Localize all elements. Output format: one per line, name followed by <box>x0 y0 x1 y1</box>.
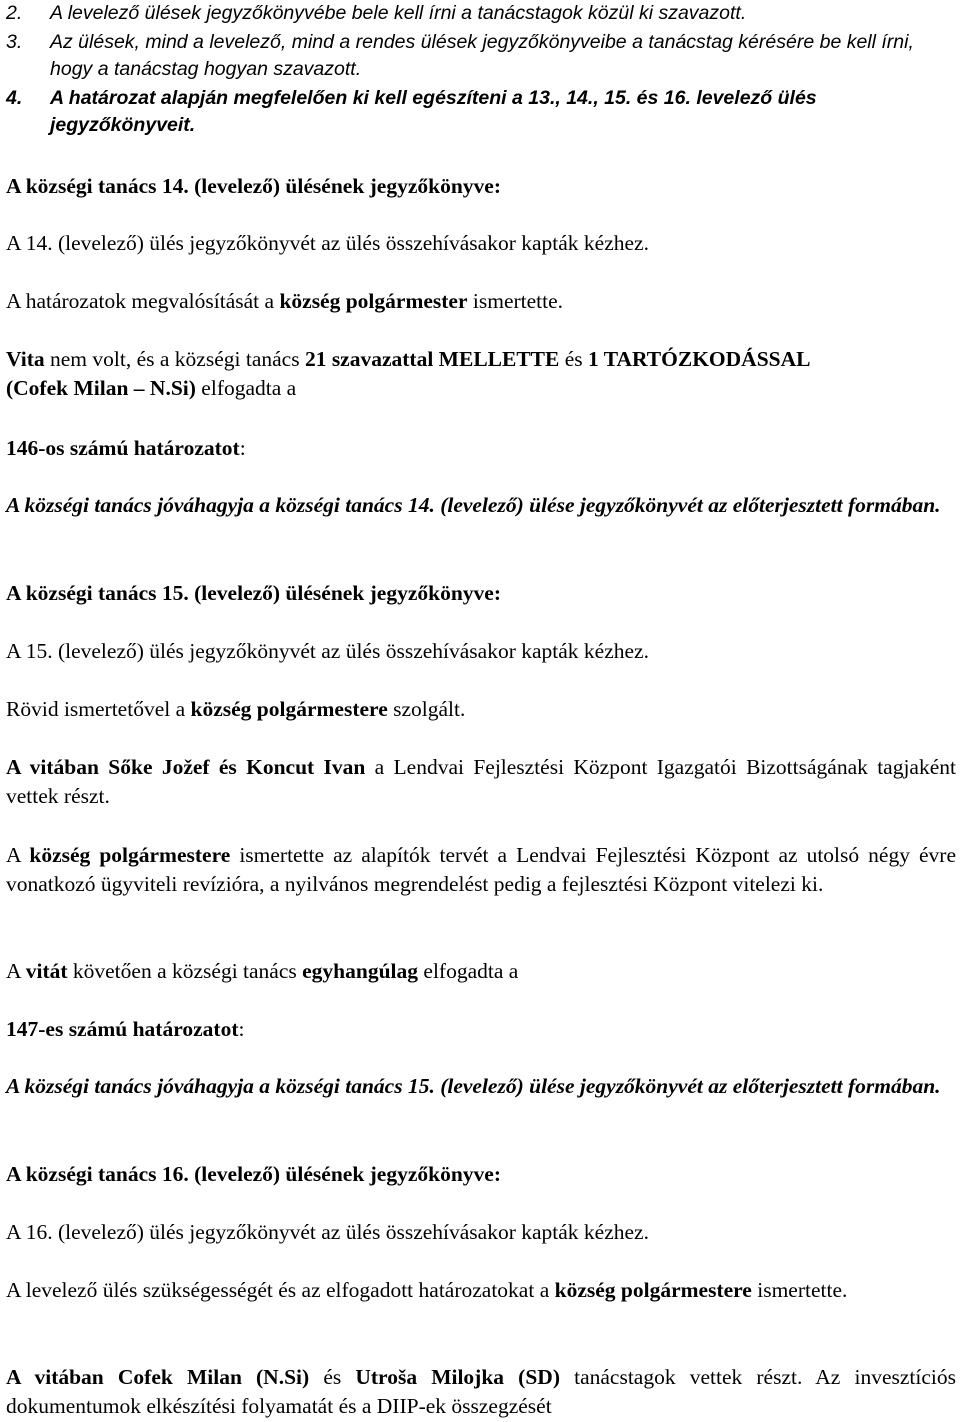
paragraph: A határozatok megvalósítását a község polgármester ismertette. <box>6 289 564 313</box>
list-number: 4. <box>6 87 23 109</box>
list-number: 3. <box>6 31 23 53</box>
paragraph: A vitában Cofek Milan (N.Si) és Utroša Milojka (SD) tanácstagok vettek részt. Az invesztíciós dokumentumok elkészítési folyamatát és a DIIP-ek összegzését <box>6 1365 956 1418</box>
paragraph: A levelező ülés szükségességét és az elfogadott határozatokat a község polgármestere ismertette. <box>6 1278 848 1302</box>
list-item <box>6 0 956 27</box>
section-heading-14: A községi tanács 14. (levelező) ülésének jegyzőkönyve: <box>6 174 502 198</box>
resolution-number-146: 146-os számú határozatot: <box>6 436 246 460</box>
numbered-list <box>6 0 956 139</box>
list-number: 2. <box>6 2 23 24</box>
resolution-text-146: A községi tanács jóváhagyja a községi tanács 14. (levelező) ülése jegyzőkönyvét az előterjesztett formában. <box>6 493 941 517</box>
paragraph: Rövid ismertetővel a község polgármestere szolgált. <box>6 697 466 721</box>
list-item <box>6 29 956 83</box>
paragraph: A vitát követően a községi tanács egyhangúlag elfogadta a <box>6 959 519 983</box>
section-heading-15: A községi tanács 15. (levelező) ülésének jegyzőkönyve: <box>6 581 502 605</box>
paragraph: A község polgármestere ismertette az alapítók tervét a Lendvai Fejlesztési Központ az utolsó négy évre vonatkozó ügyviteli revízióra, a nyilvános megrendelést pedig a fejlesztési Központ vitelezi ki. <box>6 843 956 896</box>
list-text: A levelező ülések jegyzőkönyvébe bele kell írni a tanácstagok közül ki szavazott. <box>50 2 747 24</box>
paragraph: Vita nem volt, és a községi tanács 21 szavazattal MELLETTE és 1 TARTÓZKODÁSSAL (Cofek Milan – N.Si) elfogadta a <box>6 347 811 400</box>
list-text: Az ülések, mind a levelező, mind a rendes ülések jegyzőkönyveibe a tanácstag kérésére be kell írni, hogy a tanácstag hogyan szavazott. <box>50 31 914 80</box>
paragraph: A 14. (levelező) ülés jegyzőkönyvét az ülés összehívásakor kapták kézhez. <box>6 231 649 255</box>
paragraph: A vitában Sőke Jožef és Koncut Ivan a Lendvai Fejlesztési Központ Igazgatói Bizottságának tagjaként vettek részt. <box>6 755 956 808</box>
resolution-text-147: A községi tanács jóváhagyja a községi tanács 15. (levelező) ülése jegyzőkönyvét az előterjesztett formában. <box>6 1074 941 1098</box>
paragraph: A 15. (levelező) ülés jegyzőkönyvét az ülés összehívásakor kapták kézhez. <box>6 639 649 663</box>
section-heading-16: A községi tanács 16. (levelező) ülésének jegyzőkönyve: <box>6 1162 502 1186</box>
list-text: A határozat alapján megfelelően ki kell egészíteni a 13., 14., 15. és 16. levelező ülés jegyzőkönyveit. <box>50 87 817 136</box>
list-item <box>6 85 956 139</box>
resolution-number-147: 147-es számú határozatot: <box>6 1017 245 1041</box>
paragraph: A 16. (levelező) ülés jegyzőkönyvét az ülés összehívásakor kapták kézhez. <box>6 1220 649 1244</box>
